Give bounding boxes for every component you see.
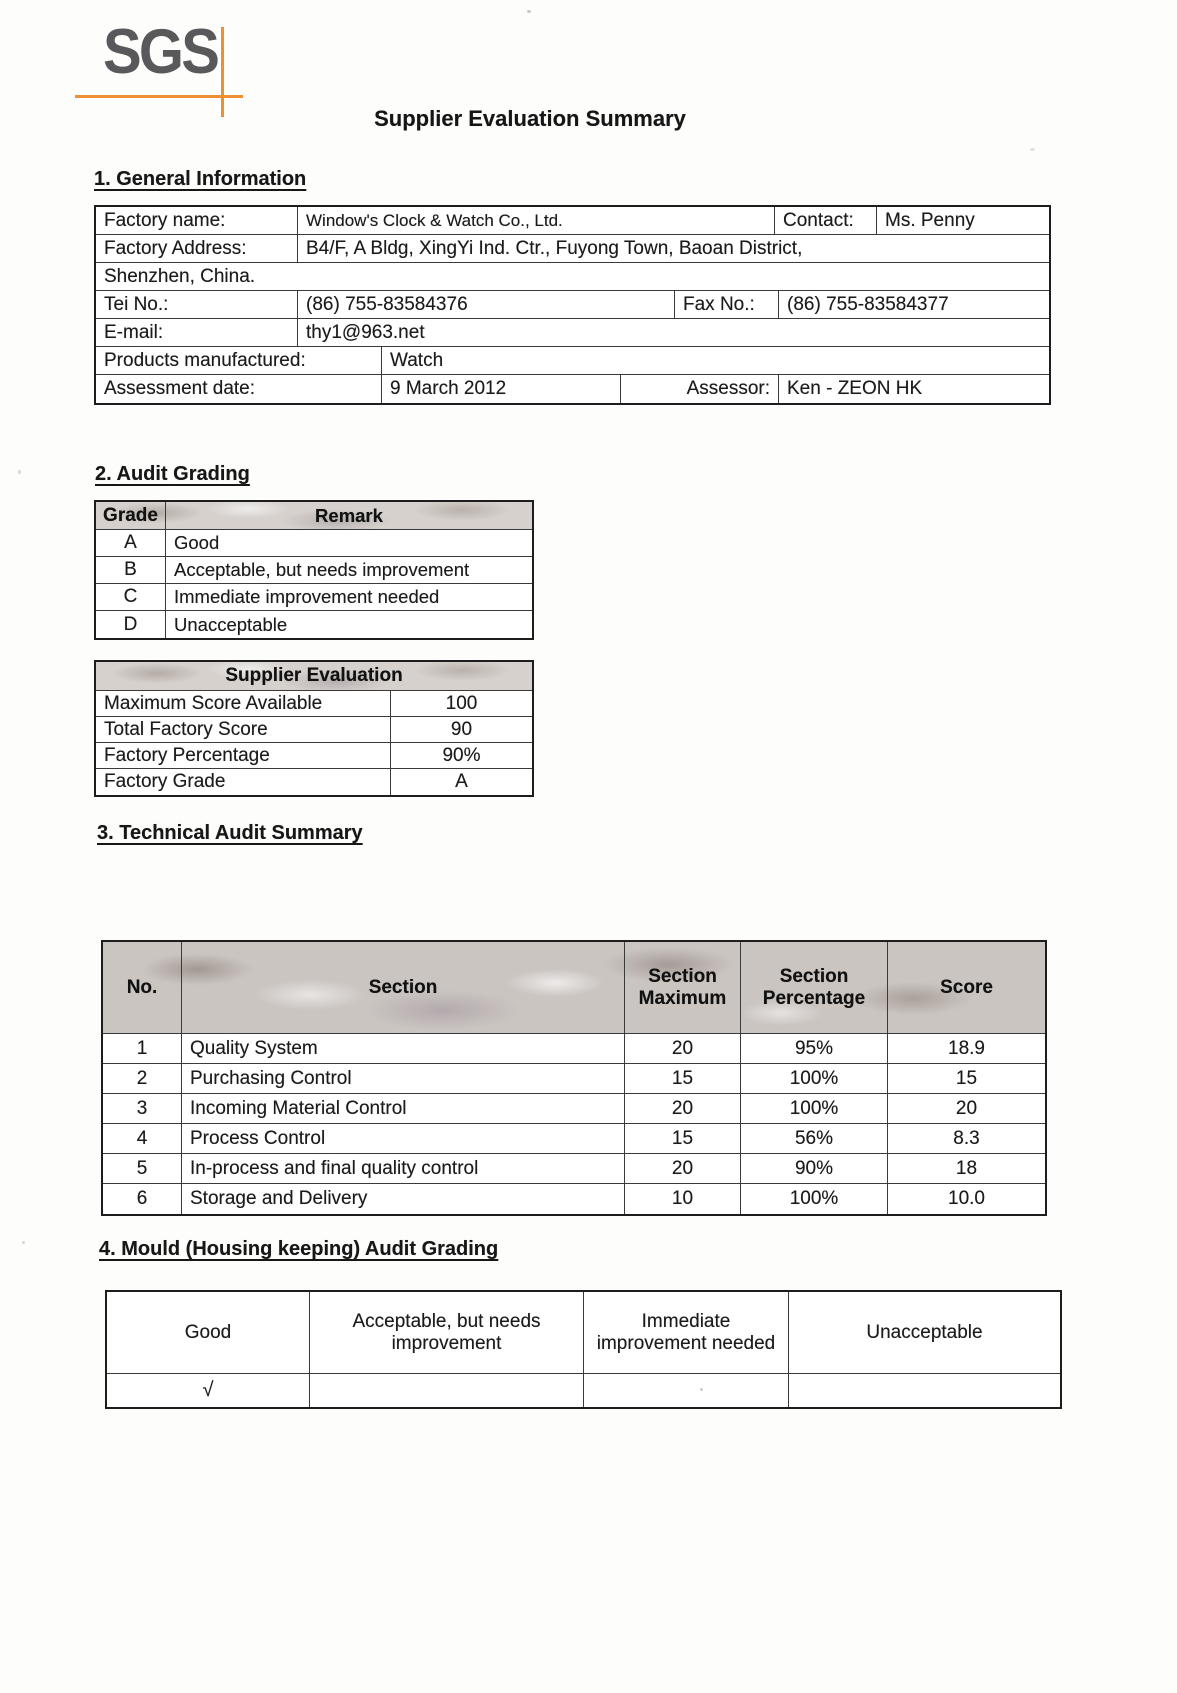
general-information-table	[94, 205, 1051, 405]
table-row	[96, 557, 532, 584]
table-row	[103, 1094, 1045, 1124]
table-row	[96, 347, 1049, 375]
score-cell: 8.3	[953, 1127, 980, 1149]
section-cell: Process Control	[182, 1124, 625, 1153]
table-row	[96, 611, 532, 638]
column-header-section-percentage: Section Percentage	[741, 942, 888, 1033]
scan-speck	[700, 1388, 703, 1391]
table-row	[96, 530, 532, 557]
section-cell: In-process and final quality control	[182, 1154, 625, 1183]
column-header-immediate: Immediate improvement needed	[584, 1292, 789, 1373]
tel-label: Tei No.:	[96, 291, 298, 318]
table-row	[107, 1374, 1060, 1407]
empty-cell	[310, 1374, 584, 1407]
metric-label: Factory Percentage	[96, 743, 391, 768]
table-row	[96, 207, 1049, 235]
metric-value: 90	[450, 718, 473, 740]
table-row	[103, 1064, 1045, 1094]
supplier-evaluation-title: Supplier Evaluation	[225, 665, 403, 686]
assessor-label: Assessor:	[621, 375, 779, 403]
metric-label: Maximum Score Available	[96, 691, 391, 716]
sgs-logo-horizontal-line-icon	[75, 95, 243, 98]
factory-address-line1: B4/F, A Bldg, XingYi Ind. Ctr., Fuyong Town, Baoan District,	[306, 237, 803, 259]
sgs-logo-vertical-line-icon	[221, 27, 224, 117]
email-label: E-mail:	[96, 319, 298, 346]
score-cell: 10.0	[948, 1188, 985, 1209]
section-cell: Purchasing Control	[182, 1064, 625, 1093]
contact-label: Contact:	[775, 207, 877, 234]
factory-address-label: Factory Address:	[96, 235, 298, 262]
column-header-grade: Grade	[96, 502, 166, 529]
section-maximum-cell: 10	[625, 1184, 741, 1214]
remark-cell: Unacceptable	[174, 613, 288, 635]
section-maximum-cell: 15	[625, 1064, 741, 1093]
table-row	[96, 291, 1049, 319]
table-header-row	[107, 1292, 1060, 1374]
grade-cell: D	[96, 611, 166, 638]
section-percentage-cell: 95%	[741, 1034, 888, 1063]
sgs-logo-text: SGS	[103, 17, 218, 87]
table-row	[96, 769, 532, 795]
section-heading-mould-audit-grading: 4. Mould (Housing keeping) Audit Grading	[99, 1238, 499, 1260]
email-value: thy1@963.net	[306, 321, 425, 343]
mould-audit-grading-table	[105, 1290, 1062, 1409]
audit-grading-table	[94, 500, 534, 640]
table-row	[96, 717, 532, 743]
grade-cell: C	[96, 584, 166, 610]
metric-value: 100	[445, 692, 478, 714]
grade-cell: B	[96, 557, 166, 583]
technical-audit-summary-table	[101, 940, 1047, 1216]
supplier-evaluation-table	[94, 660, 534, 797]
section-heading-technical-audit-summary: 3. Technical Audit Summary	[97, 822, 363, 844]
table-row	[103, 1154, 1045, 1184]
no-cell: 3	[103, 1094, 182, 1123]
empty-cell	[584, 1374, 789, 1407]
score-cell: 20	[955, 1097, 978, 1119]
scan-speck	[527, 10, 531, 13]
empty-cell	[789, 1374, 1060, 1407]
scan-speck	[1030, 148, 1035, 151]
factory-name-label: Factory name:	[96, 207, 298, 234]
assessment-date-label: Assessment date:	[96, 375, 382, 403]
metric-label: Factory Grade	[96, 769, 391, 795]
no-cell: 4	[103, 1124, 182, 1153]
factory-address-line2: Shenzhen, China.	[104, 265, 256, 287]
table-row	[103, 1034, 1045, 1064]
section-percentage-cell: 100%	[741, 1184, 888, 1214]
products-value: Watch	[390, 349, 444, 371]
tel-value: (86) 755-83584376	[298, 291, 675, 318]
no-cell: 5	[103, 1154, 182, 1183]
section-maximum-cell: 20	[625, 1154, 741, 1183]
remark-cell: Good	[174, 532, 220, 553]
column-header-remark: Remark	[315, 504, 383, 526]
assessment-date-value: 9 March 2012	[382, 375, 621, 403]
remark-cell: Immediate improvement needed	[174, 586, 440, 607]
fax-value: (86) 755-83584377	[787, 293, 949, 315]
no-cell: 2	[103, 1064, 182, 1093]
section-heading-audit-grading: 2. Audit Grading	[95, 463, 250, 485]
section-cell: Incoming Material Control	[182, 1094, 625, 1123]
section-percentage-cell: 90%	[741, 1154, 888, 1183]
checkmark-icon: √	[107, 1374, 310, 1407]
section-maximum-cell: 15	[625, 1124, 741, 1153]
table-header-row	[96, 502, 532, 530]
column-header-unacceptable: Unacceptable	[866, 1321, 983, 1343]
metric-value: A	[455, 771, 468, 792]
column-header-section: Section	[182, 942, 625, 1033]
table-row	[96, 691, 532, 717]
no-cell: 1	[103, 1034, 182, 1063]
table-header-row	[96, 662, 532, 691]
assessor-value: Ken - ZEON HK	[787, 378, 923, 399]
metric-value: 90%	[442, 744, 481, 766]
section-percentage-cell: 100%	[741, 1094, 888, 1123]
fax-label: Fax No.:	[675, 291, 779, 318]
section-percentage-cell: 56%	[741, 1124, 888, 1153]
section-heading-general-information: 1. General Information	[94, 168, 307, 190]
table-row	[96, 319, 1049, 347]
contact-value: Ms. Penny	[885, 209, 975, 231]
score-cell: 18.9	[948, 1037, 985, 1059]
column-header-good: Good	[107, 1292, 310, 1373]
factory-name-value: Window's Clock & Watch Co., Ltd.	[298, 207, 775, 234]
table-row	[96, 584, 532, 611]
section-maximum-cell: 20	[625, 1094, 741, 1123]
scan-speck	[18, 470, 21, 474]
section-cell: Storage and Delivery	[182, 1184, 625, 1214]
table-row	[96, 263, 1049, 291]
section-percentage-cell: 100%	[741, 1064, 888, 1093]
score-cell: 15	[955, 1067, 978, 1089]
remark-cell: Acceptable, but needs improvement	[174, 559, 470, 580]
score-cell: 18	[955, 1157, 978, 1179]
column-header-section-maximum: Section Maximum	[625, 942, 741, 1033]
section-maximum-cell: 20	[625, 1034, 741, 1063]
products-label: Products manufactured:	[96, 347, 382, 374]
scan-speck	[22, 1241, 25, 1244]
table-row	[96, 375, 1049, 403]
table-header-row	[103, 942, 1045, 1034]
table-row	[103, 1184, 1045, 1214]
no-cell: 6	[103, 1184, 182, 1214]
section-cell: Quality System	[182, 1034, 625, 1063]
column-header-score: Score	[940, 976, 993, 998]
table-row	[96, 235, 1049, 263]
table-row	[96, 743, 532, 769]
metric-label: Total Factory Score	[96, 717, 391, 742]
column-header-acceptable: Acceptable, but needs improvement	[310, 1292, 584, 1373]
grade-cell: A	[96, 530, 166, 556]
column-header-no: No.	[103, 942, 182, 1033]
page-title: Supplier Evaluation Summary	[374, 106, 686, 131]
table-row	[103, 1124, 1045, 1154]
